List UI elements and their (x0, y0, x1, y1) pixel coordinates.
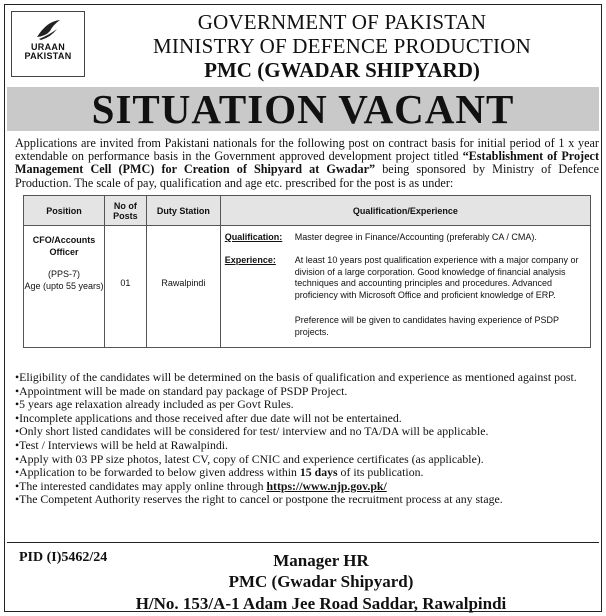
table-header-row (24, 196, 591, 226)
deadline-text: •Application to be forwarded to below given address within (15, 465, 300, 480)
contact-address: H/No. 153/A-1 Adam Jee Road Saddar, Rawalpindi (135, 594, 507, 613)
qualification-text: Master degree in Finance/Accounting (preferably CA / CMA). (294, 232, 537, 242)
header-no-of-posts: No of Posts (104, 196, 146, 226)
list-item (15, 466, 599, 480)
cell-duty-station: Rawalpindi (146, 226, 220, 348)
logo-text-line1: URAAN (31, 42, 65, 52)
terms-list (15, 371, 599, 507)
intro-text-1: Applications are invited from Pakistani nationals for the following post on contract basis for initial period of 1 x year extendable on performance basis in the Government approved development project titled (15, 136, 599, 164)
list-item: •Only short listed candidates will be considered for test/ interview and no TA/DA will be applicable. (15, 424, 489, 439)
intro-paragraph (15, 137, 599, 190)
list-item: •Appointment will be made on standard pay package of PSDP Project. (15, 383, 348, 398)
age-limit: Age (upto 55 years) (24, 281, 104, 291)
header-ministry: MINISTRY OF DEFENCE PRODUCTION (152, 34, 531, 58)
intro-text-2: being sponsored by Ministry of Defence Production. The scale of pay, qualification and age etc. prescribed for the post is as under: (15, 162, 599, 190)
experience-label: Experience: (224, 255, 276, 265)
table-row (24, 226, 591, 348)
list-item: •The Competent Authority reserves the right to cancel or postpone the recruitment process at any stage. (15, 492, 503, 507)
apply-online-text: •The interested candidates may apply online through (15, 478, 267, 493)
deadline-text-end: of its publication. (337, 465, 424, 480)
logo-text-line2: PAKISTAN (24, 51, 72, 61)
bird-logo-icon (33, 17, 63, 43)
header-position: Position (24, 196, 105, 226)
experience-text: At least 10 years post qualification experience with a major company or division of a large corporation. Good knowledge of financial analysis techniques and accounting principles and procedures. Advanced proficiency with Microsoft Office and proficient knowledge of ERP. (294, 255, 579, 300)
situation-vacant-banner: SITUATION VACANT (7, 87, 599, 131)
header-duty-station: Duty Station (146, 196, 220, 226)
deadline-days: 15 days (299, 465, 338, 480)
pay-scale: (PPS-7) (47, 269, 80, 279)
position-title: CFO/Accounts Officer (32, 235, 96, 257)
contact-title: Manager HR (273, 551, 369, 570)
advertisement (4, 4, 602, 612)
list-item: •Test / Interviews will be held at Rawalpindi. (15, 437, 228, 452)
project-title: “Establishment of Project Management Cell (PMC) for Creation of Shipyard at Gwadar” (15, 149, 599, 177)
pid-number: PID (I)5462/24 (19, 550, 108, 565)
cell-position (24, 226, 105, 348)
header-qualification: Qualification/Experience (220, 196, 590, 226)
list-item (15, 480, 599, 494)
header-organization: PMC (GWADAR SHIPYARD) (204, 58, 480, 82)
cell-no-of-posts: 01 (104, 226, 146, 348)
njp-link[interactable]: https://www.njp.gov.pk/ (266, 478, 387, 493)
header-government: GOVERNMENT OF PAKISTAN (197, 10, 487, 34)
list-item: •Apply with 03 PP size photos, latest CV, copy of CNIC and experience certificates (as applicable). (15, 451, 484, 466)
preference-text: Preference will be given to candidates having experience of PSDP projects. (294, 315, 559, 337)
vacancy-table (23, 195, 591, 348)
cell-qualification (220, 226, 590, 348)
qualification-label: Qualification: (224, 232, 283, 242)
list-item: •Incomplete applications and those received after due date will not be entertained. (15, 410, 402, 425)
footer-divider (7, 542, 599, 543)
list-item: •Eligibility of the candidates will be determined on the basis of qualification and experience as mentioned against post. (15, 370, 577, 384)
list-item: •5 years age relaxation already included as per Govt Rules. (15, 397, 294, 412)
uraan-pakistan-logo (11, 11, 85, 77)
contact-organization: PMC (Gwadar Shipyard) (228, 572, 414, 591)
